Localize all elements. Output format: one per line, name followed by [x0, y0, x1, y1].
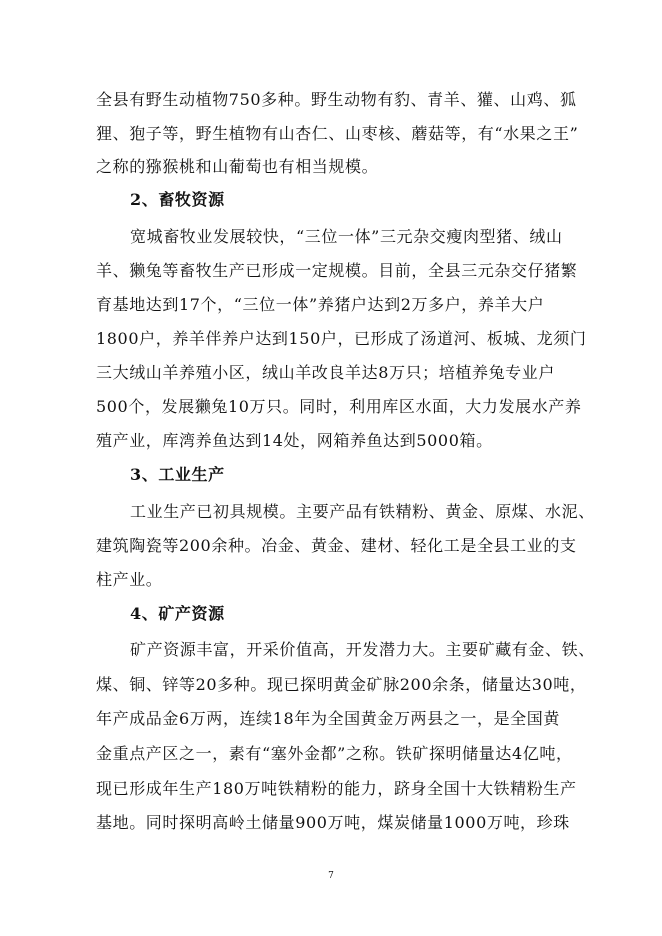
- paragraph-line: 建筑陶瓷等200余种。冶金、黄金、建材、轻化工是全县工业的支: [96, 536, 577, 555]
- paragraph-line: 全县有野生动植物750多种。野生动物有豹、青羊、獾、山鸡、狐: [96, 90, 577, 109]
- paragraph-line: 1800户，养羊伴养户达到150户，已形成了汤道河、板城、龙须门: [96, 329, 587, 348]
- paragraph-line: 三大绒山羊养殖小区，绒山羊改良羊达8万只；培植养兔专业户: [96, 363, 555, 382]
- section-heading-industry: 3、工业生产: [130, 465, 225, 484]
- section-heading-minerals: 4、矿产资源: [130, 604, 225, 623]
- paragraph-line: 年产成品金6万两，连续18年为全国黄金万两县之一，是全国黄: [96, 709, 560, 728]
- paragraph-line: 煤、铜、锌等20多种。现已探明黄金矿脉200余条，储量达30吨，: [96, 675, 587, 694]
- section-heading-livestock: 2、畜牧资源: [130, 190, 225, 209]
- paragraph-line: 育基地达到17个，“三位一体”养猪户达到2万多户，养羊大户: [96, 295, 545, 314]
- page-number: 7: [328, 871, 334, 881]
- paragraph-line: 500个，发展獭兔10万只。同时，利用库区水面，大力发展水产养: [96, 397, 582, 416]
- paragraph-line: 宽城畜牧业发展较快，“三位一体”三元杂交瘦肉型猪、绒山: [130, 227, 563, 246]
- paragraph-line: 之称的猕猴桃和山葡萄也有相当规模。: [96, 157, 379, 176]
- paragraph-line: 基地。同时探明高岭土储量900万吨，煤炭储量1000万吨，珍珠: [96, 813, 570, 832]
- paragraph-line: 矿产资源丰富，开采价值高，开发潜力大。主要矿藏有金、铁、: [130, 640, 595, 659]
- paragraph-line: 柱产业。: [96, 570, 163, 589]
- paragraph-line: 金重点产区之一，素有“塞外金都”之称。铁矿探明储量达4亿吨，: [96, 744, 573, 763]
- paragraph-line: 殖产业，库湾养鱼达到14处，网箱养鱼达到5000箱。: [96, 431, 493, 450]
- paragraph-line: 羊、獭兔等畜牧生产已形成一定规模。目前，全县三元杂交仔猪繁: [96, 261, 578, 280]
- paragraph-line: 现已形成年生产180万吨铁精粉的能力，跻身全国十大铁精粉生产: [96, 779, 577, 798]
- paragraph-line: 工业生产已初具规模。主要产品有铁精粉、黄金、原煤、水泥、: [130, 502, 595, 521]
- paragraph-line: 狸、狍子等，野生植物有山杏仁、山枣核、蘑菇等，有“水果之王”: [96, 124, 579, 143]
